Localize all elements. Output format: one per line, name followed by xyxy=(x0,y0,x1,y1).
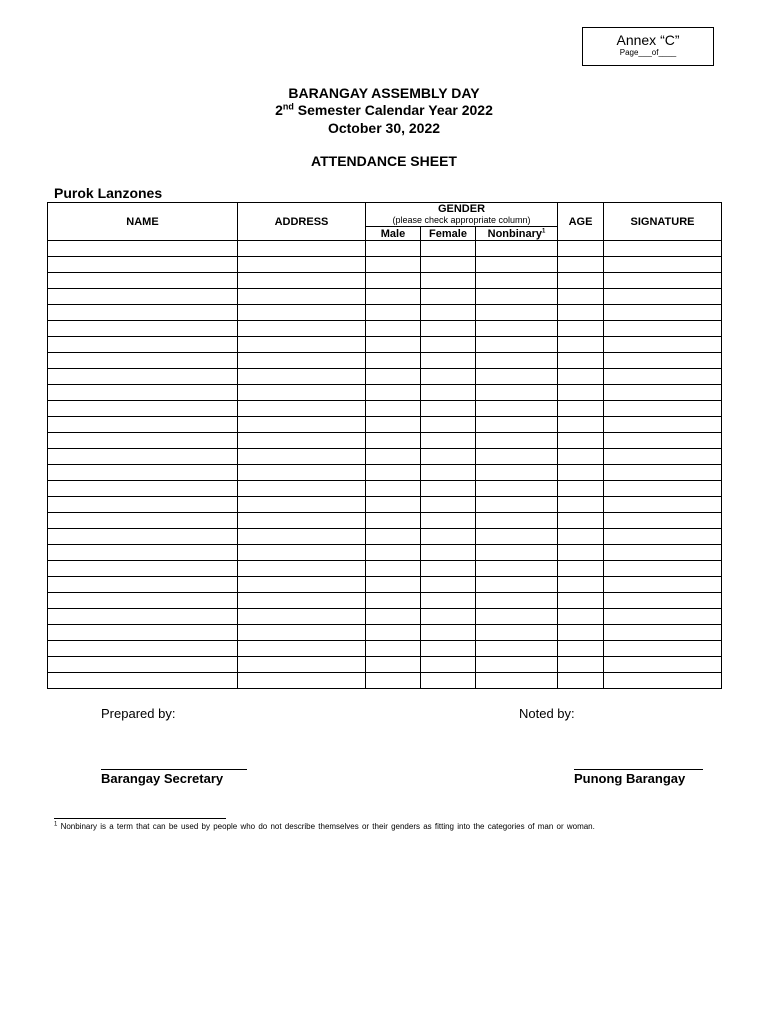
annex-page-blank-1: ___ xyxy=(638,48,652,57)
table-row xyxy=(48,433,722,449)
table-row xyxy=(48,241,722,257)
cell-name[interactable] xyxy=(48,289,238,305)
cell-address[interactable] xyxy=(238,241,366,257)
cell-age[interactable] xyxy=(558,257,604,273)
cell-male[interactable] xyxy=(366,465,421,481)
table-row xyxy=(48,625,722,641)
table-row xyxy=(48,641,722,657)
cell-male[interactable] xyxy=(366,321,421,337)
cell-nonbinary[interactable] xyxy=(476,369,558,385)
cell-address[interactable] xyxy=(238,513,366,529)
cell-age[interactable] xyxy=(558,401,604,417)
cell-name[interactable] xyxy=(48,465,238,481)
cell-name[interactable] xyxy=(48,417,238,433)
cell-age[interactable] xyxy=(558,673,604,689)
cell-nonbinary[interactable] xyxy=(476,465,558,481)
column-header-name: NAME xyxy=(48,203,238,241)
gender-instruction: (please check appropriate column) xyxy=(392,214,531,225)
cell-female[interactable] xyxy=(421,673,476,689)
cell-female[interactable] xyxy=(421,625,476,641)
cell-signature[interactable] xyxy=(604,321,722,337)
cell-male[interactable] xyxy=(366,625,421,641)
cell-female[interactable] xyxy=(421,545,476,561)
cell-male[interactable] xyxy=(366,385,421,401)
cell-female[interactable] xyxy=(421,433,476,449)
cell-signature[interactable] xyxy=(604,657,722,673)
gender-label: GENDER xyxy=(437,202,486,215)
cell-address[interactable] xyxy=(238,417,366,433)
cell-nonbinary[interactable] xyxy=(476,577,558,593)
cell-address[interactable] xyxy=(238,465,366,481)
prepared-signature-line xyxy=(101,769,247,770)
cell-male[interactable] xyxy=(366,529,421,545)
cell-age[interactable] xyxy=(558,321,604,337)
table-row xyxy=(48,529,722,545)
cell-address[interactable] xyxy=(238,657,366,673)
nonbinary-label: Nonbinary xyxy=(487,227,543,240)
cell-nonbinary[interactable] xyxy=(476,657,558,673)
table-row xyxy=(48,353,722,369)
cell-male[interactable] xyxy=(366,561,421,577)
cell-name[interactable] xyxy=(48,257,238,273)
table-row xyxy=(48,273,722,289)
cell-age[interactable] xyxy=(558,657,604,673)
cell-signature[interactable] xyxy=(604,465,722,481)
cell-nonbinary[interactable] xyxy=(476,561,558,577)
cell-signature[interactable] xyxy=(604,673,722,689)
cell-nonbinary[interactable] xyxy=(476,433,558,449)
table-row xyxy=(48,369,722,385)
cell-address[interactable] xyxy=(238,577,366,593)
cell-male[interactable] xyxy=(366,577,421,593)
cell-male[interactable] xyxy=(366,513,421,529)
cell-nonbinary[interactable] xyxy=(476,273,558,289)
table-row xyxy=(48,657,722,673)
cell-nonbinary[interactable] xyxy=(476,529,558,545)
annex-title: Annex “C” xyxy=(616,32,680,48)
cell-nonbinary[interactable] xyxy=(476,321,558,337)
cell-male[interactable] xyxy=(366,417,421,433)
cell-name[interactable] xyxy=(48,449,238,465)
cell-name[interactable] xyxy=(48,673,238,689)
table-row xyxy=(48,577,722,593)
cell-female[interactable] xyxy=(421,401,476,417)
cell-nonbinary[interactable] xyxy=(476,497,558,513)
cell-male[interactable] xyxy=(366,337,421,353)
cell-nonbinary[interactable] xyxy=(476,673,558,689)
cell-name[interactable] xyxy=(48,401,238,417)
footnote-ref: 1 xyxy=(54,821,58,828)
prepared-by-title: Barangay Secretary xyxy=(101,771,224,786)
cell-signature[interactable] xyxy=(604,241,722,257)
cell-name[interactable] xyxy=(48,273,238,289)
cell-age[interactable] xyxy=(558,385,604,401)
cell-name[interactable] xyxy=(48,305,238,321)
cell-address[interactable] xyxy=(238,401,366,417)
table-row xyxy=(48,337,722,353)
cell-signature[interactable] xyxy=(604,641,722,657)
cell-address[interactable] xyxy=(238,321,366,337)
cell-signature[interactable] xyxy=(604,449,722,465)
cell-address[interactable] xyxy=(238,433,366,449)
cell-signature[interactable] xyxy=(604,513,722,529)
cell-age[interactable] xyxy=(558,241,604,257)
cell-nonbinary[interactable] xyxy=(476,641,558,657)
cell-name[interactable] xyxy=(48,529,238,545)
cell-name[interactable] xyxy=(48,545,238,561)
cell-signature[interactable] xyxy=(604,625,722,641)
cell-female[interactable] xyxy=(421,257,476,273)
cell-name[interactable] xyxy=(48,657,238,673)
cell-nonbinary[interactable] xyxy=(476,337,558,353)
cell-female[interactable] xyxy=(421,337,476,353)
cell-male[interactable] xyxy=(366,657,421,673)
nonbinary-footnote-ref: 1 xyxy=(542,227,546,234)
cell-male[interactable] xyxy=(366,609,421,625)
cell-female[interactable] xyxy=(421,657,476,673)
column-header-age: AGE xyxy=(558,203,604,241)
table-row xyxy=(48,465,722,481)
cell-male[interactable] xyxy=(366,449,421,465)
cell-male[interactable] xyxy=(366,673,421,689)
cell-age[interactable] xyxy=(558,561,604,577)
cell-signature[interactable] xyxy=(604,337,722,353)
cell-age[interactable] xyxy=(558,545,604,561)
cell-address[interactable] xyxy=(238,497,366,513)
cell-female[interactable] xyxy=(421,609,476,625)
cell-signature[interactable] xyxy=(604,257,722,273)
cell-nonbinary[interactable] xyxy=(476,593,558,609)
cell-name[interactable] xyxy=(48,625,238,641)
cell-male[interactable] xyxy=(366,593,421,609)
cell-age[interactable] xyxy=(558,353,604,369)
cell-address[interactable] xyxy=(238,289,366,305)
cell-male[interactable] xyxy=(366,305,421,321)
table-row xyxy=(48,561,722,577)
cell-name[interactable] xyxy=(48,577,238,593)
cell-nonbinary[interactable] xyxy=(476,385,558,401)
table-row xyxy=(48,481,722,497)
cell-age[interactable] xyxy=(558,369,604,385)
cell-male[interactable] xyxy=(366,257,421,273)
cell-nonbinary[interactable] xyxy=(476,305,558,321)
cell-male[interactable] xyxy=(366,273,421,289)
cell-female[interactable] xyxy=(421,593,476,609)
cell-male[interactable] xyxy=(366,481,421,497)
cell-male[interactable] xyxy=(366,369,421,385)
table-row xyxy=(48,305,722,321)
cell-signature[interactable] xyxy=(604,369,722,385)
cell-age[interactable] xyxy=(558,449,604,465)
cell-female[interactable] xyxy=(421,529,476,545)
table-row xyxy=(48,321,722,337)
cell-age[interactable] xyxy=(558,417,604,433)
cell-signature[interactable] xyxy=(604,305,722,321)
table-row xyxy=(48,401,722,417)
cell-age[interactable] xyxy=(558,433,604,449)
table-row xyxy=(48,673,722,689)
cell-nonbinary[interactable] xyxy=(476,513,558,529)
cell-nonbinary[interactable] xyxy=(476,353,558,369)
cell-address[interactable] xyxy=(238,545,366,561)
cell-nonbinary[interactable] xyxy=(476,625,558,641)
table-row xyxy=(48,289,722,305)
cell-name[interactable] xyxy=(48,337,238,353)
cell-signature[interactable] xyxy=(604,593,722,609)
table-row xyxy=(48,417,722,433)
cell-address[interactable] xyxy=(238,449,366,465)
event-title: BARANGAY ASSEMBLY DAY xyxy=(288,85,480,101)
cell-female[interactable] xyxy=(421,561,476,577)
cell-female[interactable] xyxy=(421,289,476,305)
cell-female[interactable] xyxy=(421,417,476,433)
cell-signature[interactable] xyxy=(604,417,722,433)
cell-age[interactable] xyxy=(558,625,604,641)
cell-name[interactable] xyxy=(48,609,238,625)
attendance-rows xyxy=(48,241,722,689)
annex-page-number xyxy=(583,48,713,58)
cell-address[interactable] xyxy=(238,481,366,497)
cell-nonbinary[interactable] xyxy=(476,257,558,273)
cell-address[interactable] xyxy=(238,641,366,657)
cell-age[interactable] xyxy=(558,289,604,305)
cell-address[interactable] xyxy=(238,305,366,321)
cell-female[interactable] xyxy=(421,449,476,465)
cell-name[interactable] xyxy=(48,641,238,657)
cell-female[interactable] xyxy=(421,465,476,481)
cell-signature[interactable] xyxy=(604,561,722,577)
noted-by-label: Noted by: xyxy=(519,706,575,721)
cell-male[interactable] xyxy=(366,289,421,305)
purok-label: Purok Lanzones xyxy=(54,185,163,201)
cell-signature[interactable] xyxy=(604,609,722,625)
cell-signature[interactable] xyxy=(604,497,722,513)
footnote-divider xyxy=(54,818,226,819)
cell-signature[interactable] xyxy=(604,353,722,369)
footnote-text: Nonbinary is a term that can be used by people who do not describe themselves or their genders as fitting into the categories of man or woman. xyxy=(57,822,595,831)
cell-address[interactable] xyxy=(238,353,366,369)
table-row xyxy=(48,609,722,625)
table-row xyxy=(48,593,722,609)
event-date: October 30, 2022 xyxy=(327,120,441,136)
cell-age[interactable] xyxy=(558,641,604,657)
table-row xyxy=(48,385,722,401)
event-semester xyxy=(0,101,768,119)
annex-page-prefix: Page xyxy=(619,48,639,57)
cell-age[interactable] xyxy=(558,305,604,321)
cell-male[interactable] xyxy=(366,545,421,561)
cell-female[interactable] xyxy=(421,481,476,497)
cell-nonbinary[interactable] xyxy=(476,545,558,561)
cell-age[interactable] xyxy=(558,513,604,529)
cell-name[interactable] xyxy=(48,353,238,369)
table-row xyxy=(48,449,722,465)
cell-female[interactable] xyxy=(421,241,476,257)
cell-female[interactable] xyxy=(421,513,476,529)
cell-age[interactable] xyxy=(558,273,604,289)
cell-female[interactable] xyxy=(421,305,476,321)
cell-address[interactable] xyxy=(238,257,366,273)
cell-female[interactable] xyxy=(421,385,476,401)
cell-female[interactable] xyxy=(421,273,476,289)
cell-age[interactable] xyxy=(558,481,604,497)
prepared-by-label: Prepared by: xyxy=(101,706,176,721)
cell-address[interactable] xyxy=(238,609,366,625)
cell-age[interactable] xyxy=(558,529,604,545)
attendance-table xyxy=(47,202,722,689)
cell-nonbinary[interactable] xyxy=(476,289,558,305)
table-row xyxy=(48,497,722,513)
cell-address[interactable] xyxy=(238,337,366,353)
cell-age[interactable] xyxy=(558,497,604,513)
cell-name[interactable] xyxy=(48,481,238,497)
cell-address[interactable] xyxy=(238,529,366,545)
cell-age[interactable] xyxy=(558,609,604,625)
cell-male[interactable] xyxy=(366,353,421,369)
annex-page-mid: of xyxy=(651,48,659,57)
column-header-male: Male xyxy=(366,227,421,241)
cell-male[interactable] xyxy=(366,241,421,257)
cell-address[interactable] xyxy=(238,561,366,577)
cell-name[interactable] xyxy=(48,593,238,609)
cell-signature[interactable] xyxy=(604,289,722,305)
annex-box xyxy=(582,27,714,66)
cell-nonbinary[interactable] xyxy=(476,417,558,433)
cell-signature[interactable] xyxy=(604,545,722,561)
table-row xyxy=(48,545,722,561)
semester-text: Semester Calendar Year 2022 xyxy=(293,102,493,118)
cell-signature[interactable] xyxy=(604,273,722,289)
cell-female[interactable] xyxy=(421,641,476,657)
column-header-nonbinary xyxy=(476,227,558,241)
cell-female[interactable] xyxy=(421,321,476,337)
footnote xyxy=(54,821,714,833)
cell-name[interactable] xyxy=(48,241,238,257)
cell-address[interactable] xyxy=(238,273,366,289)
cell-name[interactable] xyxy=(48,497,238,513)
column-header-gender xyxy=(366,203,558,227)
cell-male[interactable] xyxy=(366,641,421,657)
cell-address[interactable] xyxy=(238,673,366,689)
cell-address[interactable] xyxy=(238,625,366,641)
cell-signature[interactable] xyxy=(604,577,722,593)
cell-male[interactable] xyxy=(366,433,421,449)
cell-nonbinary[interactable] xyxy=(476,241,558,257)
cell-female[interactable] xyxy=(421,353,476,369)
table-row xyxy=(48,513,722,529)
cell-nonbinary[interactable] xyxy=(476,401,558,417)
cell-address[interactable] xyxy=(238,593,366,609)
table-row xyxy=(48,257,722,273)
column-header-signature: SIGNATURE xyxy=(604,203,722,241)
cell-signature[interactable] xyxy=(604,385,722,401)
cell-age[interactable] xyxy=(558,465,604,481)
cell-name[interactable] xyxy=(48,385,238,401)
cell-address[interactable] xyxy=(238,369,366,385)
cell-male[interactable] xyxy=(366,401,421,417)
cell-nonbinary[interactable] xyxy=(476,449,558,465)
semester-suffix: nd xyxy=(282,101,294,112)
cell-female[interactable] xyxy=(421,369,476,385)
cell-signature[interactable] xyxy=(604,401,722,417)
cell-female[interactable] xyxy=(421,497,476,513)
cell-name[interactable] xyxy=(48,369,238,385)
cell-name[interactable] xyxy=(48,321,238,337)
sheet-title: ATTENDANCE SHEET xyxy=(311,153,457,169)
cell-name[interactable] xyxy=(48,433,238,449)
noted-by-title: Punong Barangay xyxy=(574,771,686,786)
cell-nonbinary[interactable] xyxy=(476,481,558,497)
cell-signature[interactable] xyxy=(604,529,722,545)
cell-signature[interactable] xyxy=(604,433,722,449)
cell-age[interactable] xyxy=(558,337,604,353)
column-header-female: Female xyxy=(421,227,476,241)
cell-male[interactable] xyxy=(366,497,421,513)
cell-nonbinary[interactable] xyxy=(476,609,558,625)
column-header-address: ADDRESS xyxy=(238,203,366,241)
noted-signature-line xyxy=(574,769,703,770)
cell-female[interactable] xyxy=(421,577,476,593)
cell-age[interactable] xyxy=(558,593,604,609)
cell-age[interactable] xyxy=(558,577,604,593)
cell-signature[interactable] xyxy=(604,481,722,497)
cell-address[interactable] xyxy=(238,385,366,401)
cell-name[interactable] xyxy=(48,561,238,577)
annex-page-blank-2: ____ xyxy=(658,48,677,57)
cell-name[interactable] xyxy=(48,513,238,529)
semester-number: 2 xyxy=(275,102,283,118)
